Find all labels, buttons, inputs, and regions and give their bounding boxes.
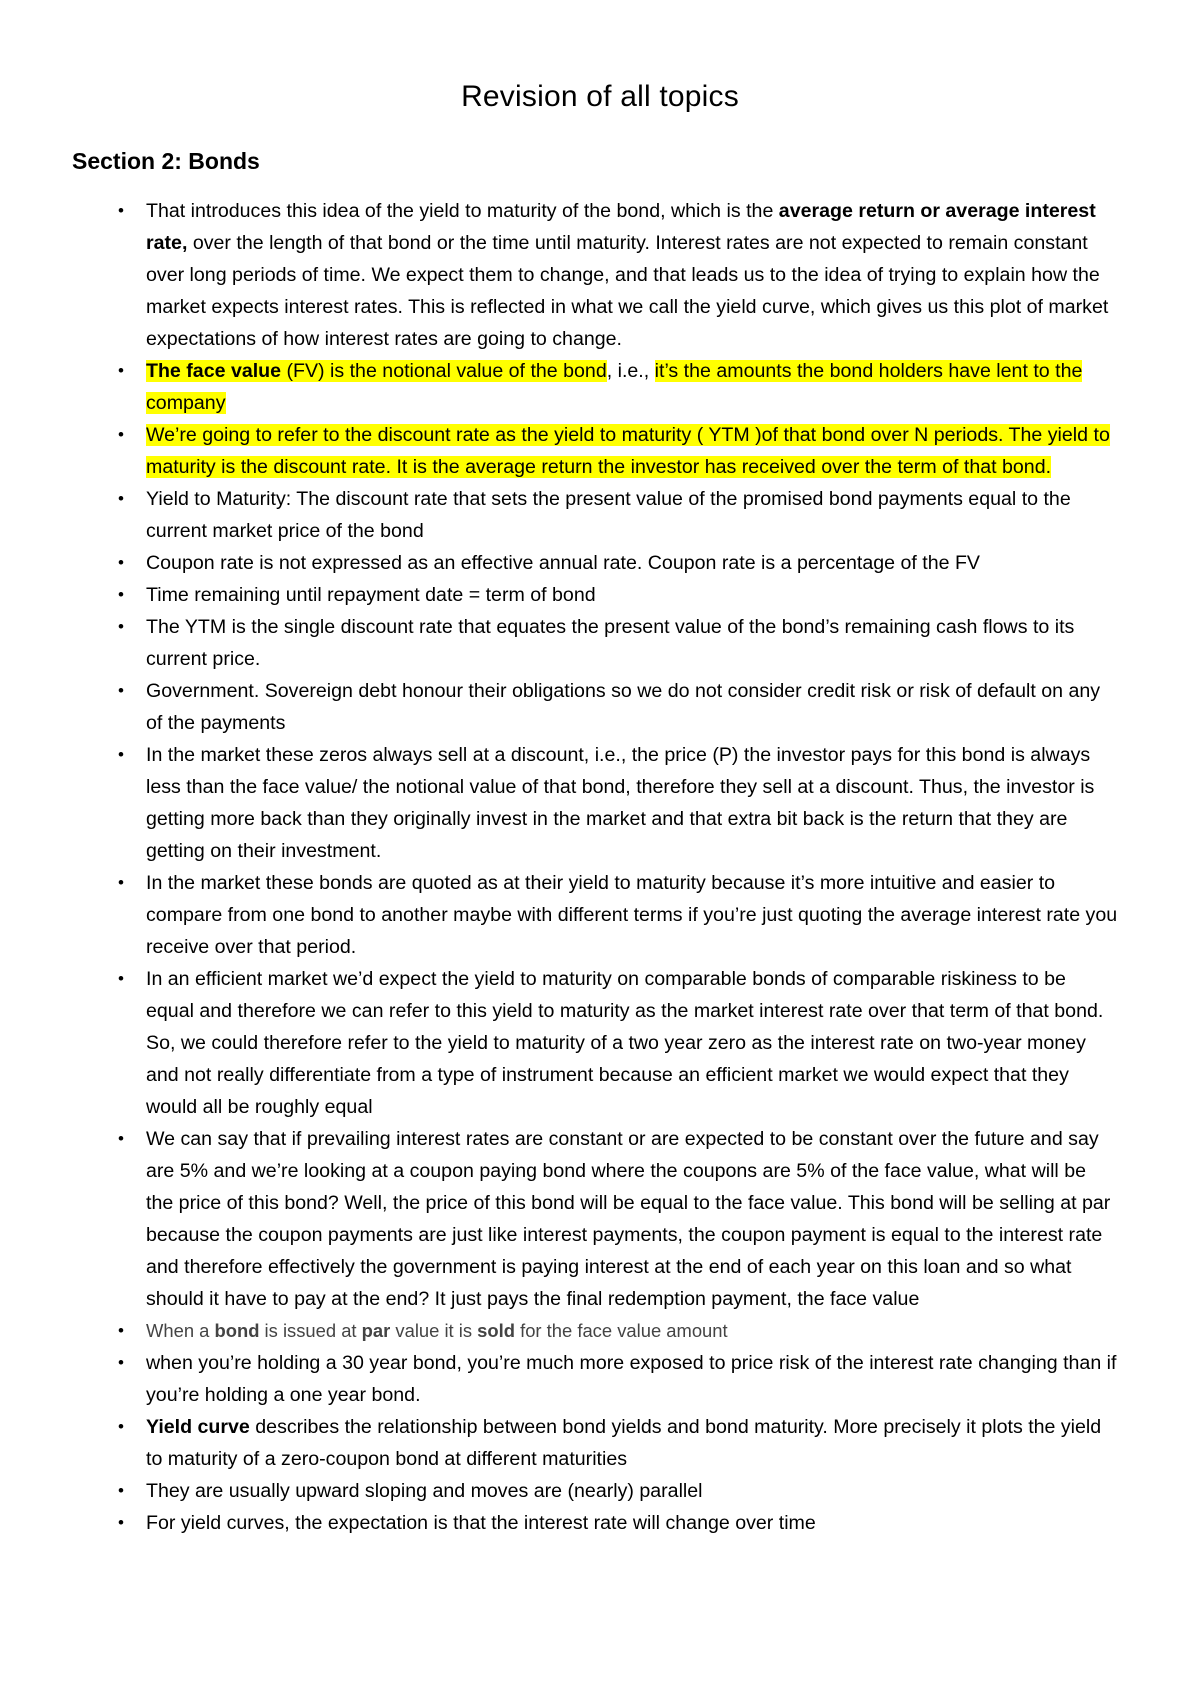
bullet-icon: • — [118, 1129, 124, 1148]
bullet-item — [118, 867, 1118, 963]
text-run: For yield curves, the expectation is that the interest rate will change over time — [146, 1512, 816, 1534]
bullet-icon: • — [118, 1321, 124, 1340]
bold-text: sold — [477, 1320, 515, 1341]
bullet-icon: • — [118, 585, 124, 604]
text-run: We can say that if prevailing interest rates are constant or are expected to be constant over the future and say are 5% and we’re looking at a coupon paying bond where the coupons are 5% of the face value, what will be the price of this bond? Well, the price of this bond will be equal to the face value. This bond will be selling at par because the coupon payments are just like interest payments, the coupon payment is equal to the interest rate and therefore effectively the government is paying interest at the end of each year on this loan and so what should it have to pay at the end? It just pays the final redemption payment, the face value — [146, 1128, 1111, 1310]
bullet-icon: • — [118, 969, 124, 988]
text-run: That introduces this idea of the yield to maturity of the bond, which is the — [146, 200, 779, 222]
text-run: for the face value amount — [514, 1320, 728, 1341]
text-run: is issued at — [259, 1320, 362, 1341]
text-run: when you’re holding a 30 year bond, you’re much more exposed to price risk of the interest rate changing than if you’re holding a one year bond. — [146, 1352, 1117, 1406]
bullet-item — [118, 355, 1118, 419]
bullet-text — [146, 1320, 728, 1341]
bullet-item — [118, 483, 1118, 547]
text-run: Government. Sovereign debt honour their obligations so we do not consider credit risk or risk of default on any of the payments — [146, 680, 1101, 734]
bullet-icon: • — [118, 617, 124, 636]
bold-text: bond — [214, 1320, 260, 1341]
bullet-item — [118, 963, 1118, 1123]
section-heading: Section 2: Bonds — [72, 148, 260, 174]
bullet-item — [118, 1123, 1118, 1315]
bullet-icon: • — [118, 681, 124, 700]
bullet-text — [146, 360, 1082, 414]
bullet-item — [118, 611, 1118, 675]
bullet-icon: • — [118, 745, 124, 764]
bullet-text — [146, 1128, 1110, 1310]
text-run: value it is — [390, 1320, 478, 1341]
bullet-item — [118, 1475, 1118, 1507]
bullet-icon: • — [118, 553, 124, 572]
bullet-icon: • — [118, 873, 124, 892]
bullet-text — [146, 616, 1074, 670]
bullet-list — [72, 195, 1128, 1539]
bullet-text — [146, 968, 1103, 1118]
bullet-item — [118, 739, 1118, 867]
text-run: In the market these bonds are quoted as at their yield to maturity because it’s more intuitive and easier to compare from one bond to another maybe with different terms if you’re just quoting the average interest rate you receive over that period. — [146, 872, 1118, 958]
bullet-icon: • — [118, 1353, 124, 1372]
highlighted-text: it’s the amounts the bond holders have lent to the company — [146, 360, 1083, 414]
bullet-text — [146, 1352, 1116, 1406]
bullet-icon: • — [118, 361, 124, 380]
bullet-text — [146, 552, 980, 574]
bullet-item — [118, 419, 1118, 483]
text-run: They are usually upward sloping and moves are (nearly) parallel — [146, 1480, 703, 1502]
bullet-item — [118, 579, 1118, 611]
bullet-icon: • — [118, 201, 124, 220]
bullet-item — [118, 195, 1118, 355]
bullet-text — [146, 584, 596, 606]
bullet-item — [118, 675, 1118, 739]
bullet-text — [146, 1512, 816, 1534]
bullet-item — [118, 1507, 1118, 1539]
bullet-text — [146, 488, 1071, 542]
text-run: Yield to Maturity: The discount rate that sets the present value of the promised bond payments equal to the current market price of the bond — [146, 488, 1071, 542]
text-run: Time remaining until repayment date = term of bond — [146, 584, 596, 606]
bullet-text — [146, 424, 1110, 478]
text-run: over the length of that bond or the time until maturity. Interest rates are not expected to remain constant over long periods of time. We expect them to change, and that leads us to the idea of trying to explain how the market expects interest rates. This is reflected in what we call the yield curve, which gives us this plot of market expectations of how interest rates are going to change. — [146, 232, 1109, 350]
bullet-text — [146, 1480, 703, 1502]
bold-text: average return or average interest rate, — [146, 200, 1096, 254]
text-run: In an efficient market we’d expect the yield to maturity on comparable bonds of comparable riskiness to be equal and therefore we can refer to this yield to maturity as the market interest rate over that term of that bond. So, we could therefore refer to the yield to maturity of a two year zero as the interest rate on two-year money and not really differentiate from a type of instrument because an efficient market we would expect that they would all be roughly equal — [146, 968, 1104, 1118]
bullet-icon: • — [118, 1481, 124, 1500]
bullet-item — [118, 1347, 1118, 1411]
text-run: In the market these zeros always sell at a discount, i.e., the price (P) the investor pays for this bond is always less than the face value/ the notional value of that bond, therefore they sell at a discount. Thus, the investor is getting more back than they originally invest in the market and that extra bit back is the return that they are getting on their investment. — [146, 744, 1095, 862]
bullet-text — [146, 744, 1094, 862]
document-title: Revision of all topics — [461, 80, 739, 113]
bold-text: par — [361, 1320, 391, 1341]
text-run: , i.e., — [606, 360, 655, 382]
bullet-icon: • — [118, 1417, 124, 1436]
text-run: describes the relationship between bond yields and bond maturity. More precisely it plots the yield to maturity of a zero-coupon bond at different maturities — [146, 1416, 1102, 1470]
text-run: Coupon rate is not expressed as an effective annual rate. Coupon rate is a percentage of the FV — [146, 552, 980, 574]
highlighted-text: The face value — [146, 360, 282, 382]
bullet-text — [146, 1416, 1101, 1470]
text-run: When a — [146, 1320, 215, 1341]
text-run: The YTM is the single discount rate that equates the present value of the bond’s remaining cash flows to its current price. — [146, 616, 1075, 670]
bullet-item — [118, 547, 1118, 579]
bullet-icon: • — [118, 1513, 124, 1532]
bold-text: Yield curve — [146, 1416, 250, 1438]
bullet-text — [146, 200, 1108, 350]
bullet-icon: • — [118, 489, 124, 508]
bullet-text — [146, 680, 1100, 734]
bullet-item — [118, 1411, 1118, 1475]
bullet-text — [146, 872, 1117, 958]
bullet-item — [118, 1315, 1118, 1347]
highlighted-text: We’re going to refer to the discount rate as the yield to maturity ( YTM )of that bond over N periods. The yield to maturity is the discount rate. It is the average return the investor has received over the term of that bond. — [146, 424, 1110, 478]
highlighted-text: (FV) is the notional value of the bond — [281, 360, 607, 382]
bullet-icon: • — [118, 425, 124, 444]
